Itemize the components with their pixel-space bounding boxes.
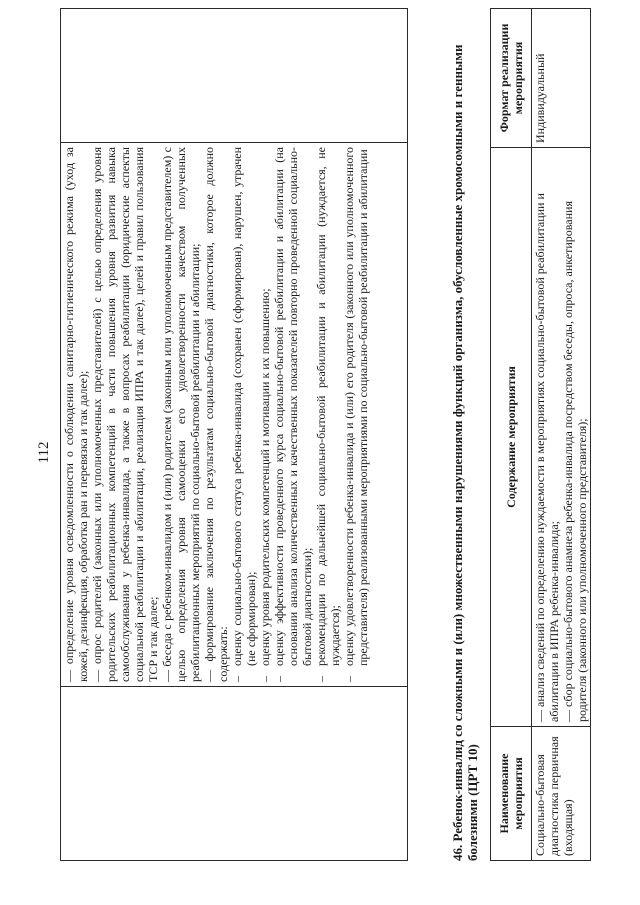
page-number: 112 <box>36 441 52 464</box>
column-header-content: Содержание мероприятия <box>491 148 532 727</box>
bullet-dash: – <box>230 676 244 682</box>
table-row <box>532 9 591 861</box>
list-item: — анализ сведений по определению нуждаемости в мероприятиях социально-бытовой реабилитации и абилитации в ИПРА ребенка-инвалида; <box>533 193 561 722</box>
list-item: – оценку эффективности проведенного курса социально-бытовой реабилитации и абилитации (на основании анализа количественных и качественных показателей повторно проведенной социально-бытовой диагностики); <box>272 147 314 682</box>
activities-table <box>490 8 591 861</box>
list-item: — опрос родителей (законных или уполномоченных представителей) с целью определения уровня родительских реабилитационных компетенций в части повышения уровня развития навыка самообслуживания у ребенка-инвалида, а также в вопросах реабилитации (юридические аспекты социальной реабилитации и абилитации, реализация ИПРА и так далее), целей и правил пользования ТСР и так далее; <box>90 147 160 682</box>
column-header-name: Наименование мероприятия <box>491 727 532 861</box>
list-item: – оценку удовлетворенности ребенка-инвалида и (или) его родителя (законного или уполномоченного представителя) реализованными мероприятиями по социально-бытовой реабилитации и абилитации <box>342 147 370 682</box>
table-cell-format <box>61 9 408 143</box>
bullet-dash: – <box>342 676 356 682</box>
table-row <box>61 9 408 861</box>
list-item: — формирование заключения по результатам социально-бытовой диагностики, которое должно содержать: <box>202 147 230 682</box>
rotated-page <box>20 20 620 885</box>
list-item: – оценку социально-бытового статуса ребенка-инвалида (сохранен (сформирован), нарушен, утрачен (не сформирован); <box>230 147 258 682</box>
bullet-dash: – <box>272 676 286 682</box>
table-header-row <box>491 9 532 861</box>
section-heading: 46. Ребенок-инвалид со сложными и (или) множественными нарушениями функций организма, обусловленные хромосомными и генными болезнями (ЦРТ 10) <box>450 44 480 861</box>
list-item: — сбор социально-бытового анамнеза ребенка-инвалида посредством беседы, опроса, анкетирования родителя (законного или уполномоченного представителя); <box>561 201 589 722</box>
list-item: – оценку уровня родительских компетенций и мотивации к их повышению; <box>258 288 272 682</box>
bullet-dash: – <box>314 676 328 682</box>
table-cell-content <box>532 148 591 727</box>
table-cell-format: Индивидуальный <box>532 9 591 148</box>
table-cell-name <box>61 687 408 861</box>
column-header-format: Формат реализации мероприятия <box>491 9 532 148</box>
bullet-dash: – <box>258 676 272 682</box>
table-cell-content <box>61 143 408 687</box>
list-item: – рекомендации по дальнейшей социально-бытовой реабилитации и абилитации (нуждается, не нуждается); <box>314 147 342 682</box>
list-item: — определение уровня осведомленности о соблюдении санитарно-гигиенического режима (уход за кожей, дезинфекция, обработка ран и перевязка и так далее); <box>62 147 90 682</box>
continued-table <box>60 8 408 861</box>
table-cell-name: Социально-бытовая диагностика первичная (входящая) <box>532 727 591 861</box>
list-item: — беседа с ребенком-инвалидом и (или) родителем (законным или уполномоченным представителем) с целью определения уровня самооценки его удовлетворенности качеством полученных реабилитационных мероприятий по социально-бытовой реабилитации и абилитации; <box>160 147 202 682</box>
